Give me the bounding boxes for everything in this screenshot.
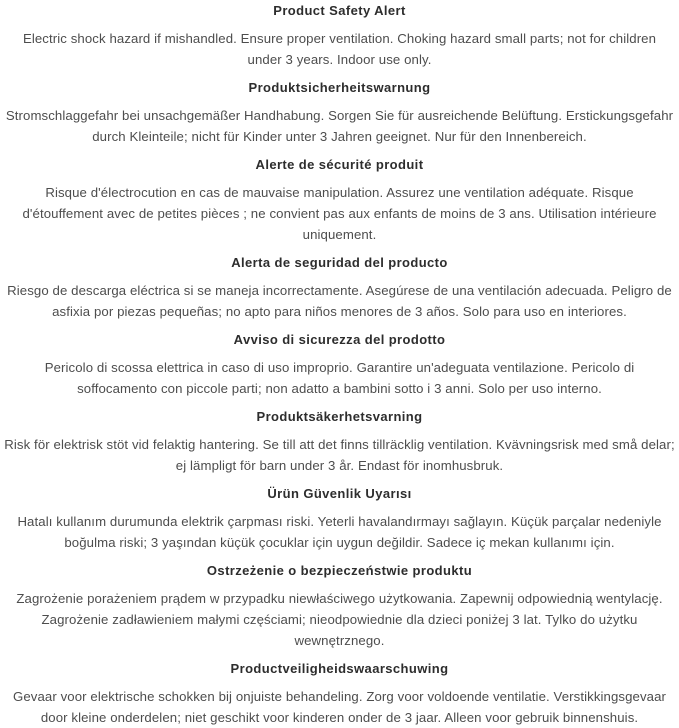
section-body-text: Stromschlaggefahr bei unsachgemäßer Handhabung. Sorgen Sie für ausreichende Belüftung. Erstickungsgefahr durch Kleinteile; nicht für Kinder unter 3 Jahren geeignet. Nur für den Innenbereich. <box>5 108 674 144</box>
safety-section-es <box>4 255 675 322</box>
section-body-text: Zagrożenie porażeniem prądem w przypadku niewłaściwego użytkowania. Zapewnij odpowiednią wentylację. Zagrożenie zadławieniem małymi częściami; nieodpowiednie dla dzieci poniżej 3 lat. Tylko do użytku wewnętrznego. <box>16 591 663 648</box>
section-body-text: Gevaar voor elektrische schokken bij onjuiste behandeling. Zorg voor voldoende ventilatie. Verstikkingsgevaar door kleine onderdelen; niet geschikt voor kinderen onder de 3 jaar. Alleen voor gebruik binnenshuis. <box>12 689 667 725</box>
safety-section-fr <box>4 157 675 245</box>
section-body-text: Risque d'électrocution en cas de mauvaise manipulation. Assurez une ventilation adéquate. Risque d'étouffement avec de petites pièces ; ne convient pas aux enfants de moins de 3 ans. Utilisation intérieure uniquement. <box>22 185 657 242</box>
section-heading: Productveiligheidswaarschuwing <box>230 661 449 676</box>
safety-section-de <box>4 80 675 147</box>
section-heading: Product Safety Alert <box>273 3 406 18</box>
section-body-text: Riesgo de descarga eléctrica si se maneja incorrectamente. Asegúrese de una ventilación adecuada. Peligro de asfixia por piezas pequeñas; no apto para niños menores de 3 años. Solo para uso en interiores. <box>7 283 672 319</box>
section-body-text: Hatalı kullanım durumunda elektrik çarpması riski. Yeterli havalandırmayı sağlayın. Küçük parçalar nedeniyle boğulma riski; 3 yaşından küçük çocuklar için uygun değildir. Sadece iç mekan kullanımı için. <box>17 514 662 550</box>
safety-section-nl <box>4 661 675 728</box>
section-heading: Produktsicherheitswarnung <box>248 80 431 95</box>
section-heading: Alerte de sécurité produit <box>255 157 424 172</box>
safety-section-en <box>4 3 675 70</box>
section-heading: Avviso di sicurezza del prodotto <box>233 332 446 347</box>
safety-section-pl <box>4 563 675 651</box>
section-body-text: Risk för elektrisk stöt vid felaktig hantering. Se till att det finns tillräcklig ventilation. Kvävningsrisk med små delar; ej lämpligt för barn under 3 år. Endast för inomhusbruk. <box>4 437 675 473</box>
safety-sections-container <box>4 3 675 728</box>
section-heading: Alerta de seguridad del producto <box>231 255 448 270</box>
section-heading: Ürün Güvenlik Uyarısı <box>267 486 412 501</box>
safety-section-tr <box>4 486 675 553</box>
safety-section-sv <box>4 409 675 476</box>
safety-section-it <box>4 332 675 399</box>
section-body-text: Pericolo di scossa elettrica in caso di uso improprio. Garantire un'adeguata ventilazione. Pericolo di soffocamento con piccole parti; non adatto a bambini sotto i 3 anni. Solo per uso interno. <box>44 360 635 396</box>
section-body-text: Electric shock hazard if mishandled. Ensure proper ventilation. Choking hazard small parts; not for children under 3 years. Indoor use only. <box>22 31 657 67</box>
section-heading: Ostrzeżenie o bezpieczeństwie produktu <box>206 563 473 578</box>
section-heading: Produktsäkerhetsvarning <box>256 409 423 424</box>
